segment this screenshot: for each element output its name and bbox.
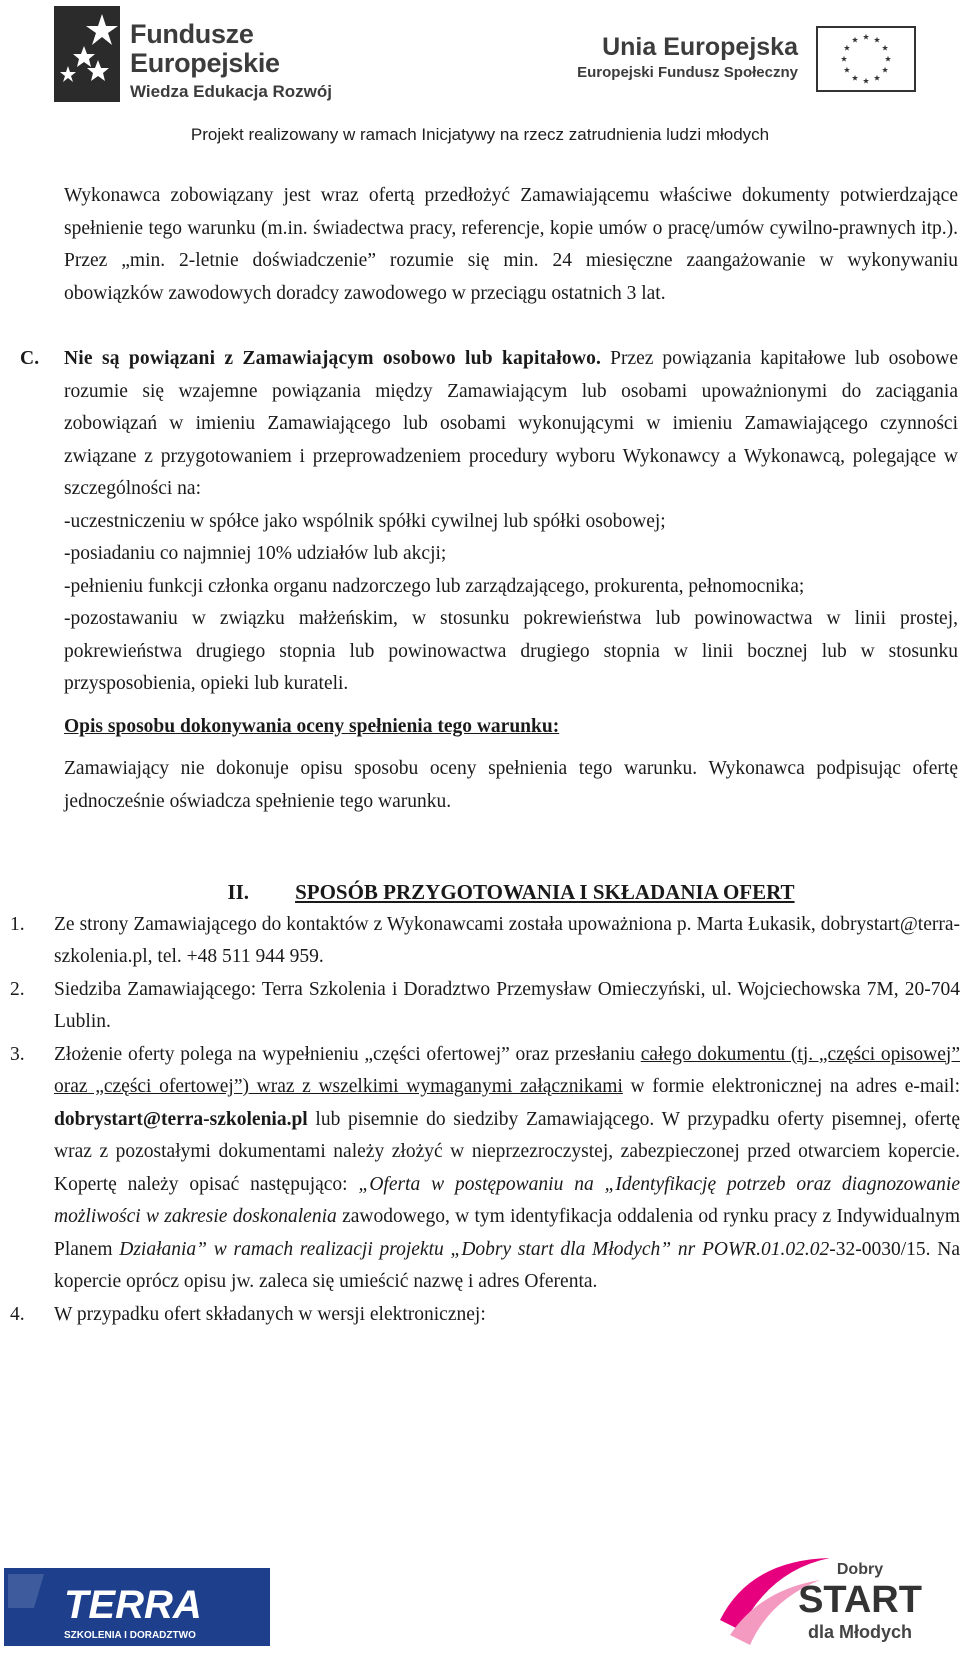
section-c-item: -pełnieniu funkcji członka organu nadzorczego lub zarządzającego, prokurenta, pełnomocnika;: [64, 575, 805, 597]
dobry-logo-line3: dla Młodych: [807, 1622, 913, 1642]
list-item: [10, 909, 960, 974]
eu-logo-line1: Unia Europejska: [602, 33, 798, 61]
section-ii-heading: [64, 876, 958, 909]
dobry-start-logo: [710, 1550, 950, 1654]
fe-stars-icon: [54, 6, 120, 102]
section-c-item: -posiadaniu co najmniej 10% udziałów lub akcji;: [64, 543, 447, 564]
list-item-number: 1.: [10, 913, 25, 935]
section-c-label: C.: [20, 348, 40, 369]
section-c: [20, 343, 959, 506]
list-item-text: Siedziba Zamawiającego: Terra Szkolenia i Doradztwo Przemysław Omieczyński, ul. Wojciechowska 7M, 20-704 Lublin.: [54, 978, 960, 1032]
list-item-text: W przypadku ofert składanych w wersji elektronicznej:: [54, 1303, 486, 1325]
list-item-text: Złożenie oferty polega na wypełnieniu „części ofertowej” oraz przesłaniu: [54, 1043, 641, 1065]
assessment-heading: Opis sposobu dokonywania oceny spełnienia tego warunku:: [64, 715, 560, 737]
list-item-italic-text: „Oferta w postępowaniu na „Identyfikację potrzeb oraz diagnozowanie możliwości w zakresie doskonalenia: [54, 1173, 960, 1227]
fe-logo-line1: Fundusze: [130, 19, 254, 49]
document-body: [10, 180, 960, 1331]
project-info-line: Projekt realizowany w ramach Inicjatywy na rzecz zatrudnienia ludzi młodych: [190, 125, 770, 144]
list-item: [10, 1039, 960, 1299]
list-item-text: 32-0030/15. Na kopercie oprócz opisu jw. zaleca się umieścić nazwę i adres Oferenta.: [54, 1238, 960, 1292]
intro-paragraph: Wykonawca zobowiązany jest wraz ofertą przedłożyć Zamawiającemu właściwe dokumenty potwierdzające spełnienie tego warunku (m.in. świadectwa pracy, referencje, kopie umów o pracę/umów cywilno-prawnych itp.). Przez „min. 2-letnie doświadczenie” rozumie się min. 24 miesięczne zaangażowanie w wykonywaniu obowiązków zawodowych doradcy zawodowego w przeciągu ostatnich 3 lat.: [64, 185, 958, 304]
fe-logo-line3: Wiedza Edukacja Rozwój: [130, 82, 332, 101]
page-footer: [0, 1550, 960, 1654]
list-item-number: 2.: [10, 978, 25, 1000]
list-item-number: 3.: [10, 1043, 25, 1065]
terra-logo-name: TERRA: [64, 1583, 202, 1627]
list-item-text: Ze strony Zamawiającego do kontaktów z Wykonawcami została upoważniona p. Marta Łukasik, dobrystart@terra-szkolenia.pl, tel. +48 511 944 959.: [54, 913, 960, 967]
section-ii-number: II.: [227, 880, 250, 904]
eu-flag-icon: [816, 26, 916, 92]
list-item-number: 4.: [10, 1303, 25, 1325]
section-ii-title: SPOSÓB PRZYGOTOWANIA I SKŁADANIA OFERT: [295, 880, 795, 904]
section-c-heading: Nie są powiązani z Zamawiającym osobowo lub kapitałowo.: [64, 348, 602, 369]
eu-logo-line2: Europejski Fundusz Społeczny: [577, 64, 798, 81]
email-address-link[interactable]: dobrystart@terra-szkolenia.pl: [54, 1108, 308, 1130]
list-item-text: w formie elektronicznej na adres e-mail:: [622, 1076, 960, 1097]
terra-logo-sub: SZKOLENIA I DORADZTWO: [64, 1630, 196, 1641]
section-c-text: Przez powiązania kapitałowe lub osobowe rozumie się wzajemne powiązania między Zamawiającym lub osobami upoważnionymi do zaciągania zobowiązań w imieniu Zamawiającego lub osobami wykonującymi w imieniu Zamawiającego czynności związane z przygotowaniem i przeprowadzeniem procedury wyboru Wykonawcy a Wykonawcą, polegające w szczególności na:: [64, 348, 959, 499]
list-item: [10, 1299, 960, 1332]
list-item-text: lub pisemnie do siedziby Zamawiającego. W przypadku oferty pisemnej, ofertę wraz z pozostałymi dokumentami należy złożyć w nieprzezroczystej, zabezpieczonej przed otwarciem kopercie. Kopertę należy opisać następująco:: [54, 1108, 960, 1195]
section-c-item: -pozostawaniu w związku małżeńskim, w stosunku pokrewieństwa lub powinowactwa w linii prostej, pokrewieństwa drugiego stopnia lub powinowactwa drugiego stopnia w linii bocznej lub w stosunku przysposobienia, opieki lub kurateli.: [64, 608, 958, 694]
list-item: [10, 974, 960, 1039]
unia-europejska-logo: [556, 26, 916, 92]
assessment-text: Zamawiający nie dokonuje opisu sposobu oceny spełnienia tego warunku. Wykonawca podpisując ofertę jednocześnie oświadcza spełnienie tego warunku.: [64, 758, 958, 812]
dobry-logo-line1: Dobry: [836, 1561, 884, 1578]
dobry-logo-line2: START: [798, 1579, 922, 1621]
offer-instructions-list: [10, 909, 960, 1332]
page-header: [0, 0, 960, 150]
list-item-text: zawodowego, w tym identyfikacja oddalenia od rynku pracy z Indywidualnym Planem: [54, 1206, 960, 1260]
list-item-underlined-text: całego dokumentu (tj. „części opisowej” oraz „części ofertowej”) wraz z wszelkimi wymaganymi załącznikami: [54, 1043, 960, 1097]
section-c-item: -uczestniczeniu w spółce jako wspólnik spółki cywilnej lub spółki osobowej;: [64, 510, 666, 532]
list-item-italic-text: Działania” w ramach realizacji projektu „Dobry start dla Młodych” nr POWR.01.02.02-: [119, 1238, 836, 1260]
fe-logo-line2: Europejskie: [130, 48, 280, 78]
terra-logo: [4, 1568, 270, 1646]
fundusze-europejskie-logo: [54, 6, 344, 102]
